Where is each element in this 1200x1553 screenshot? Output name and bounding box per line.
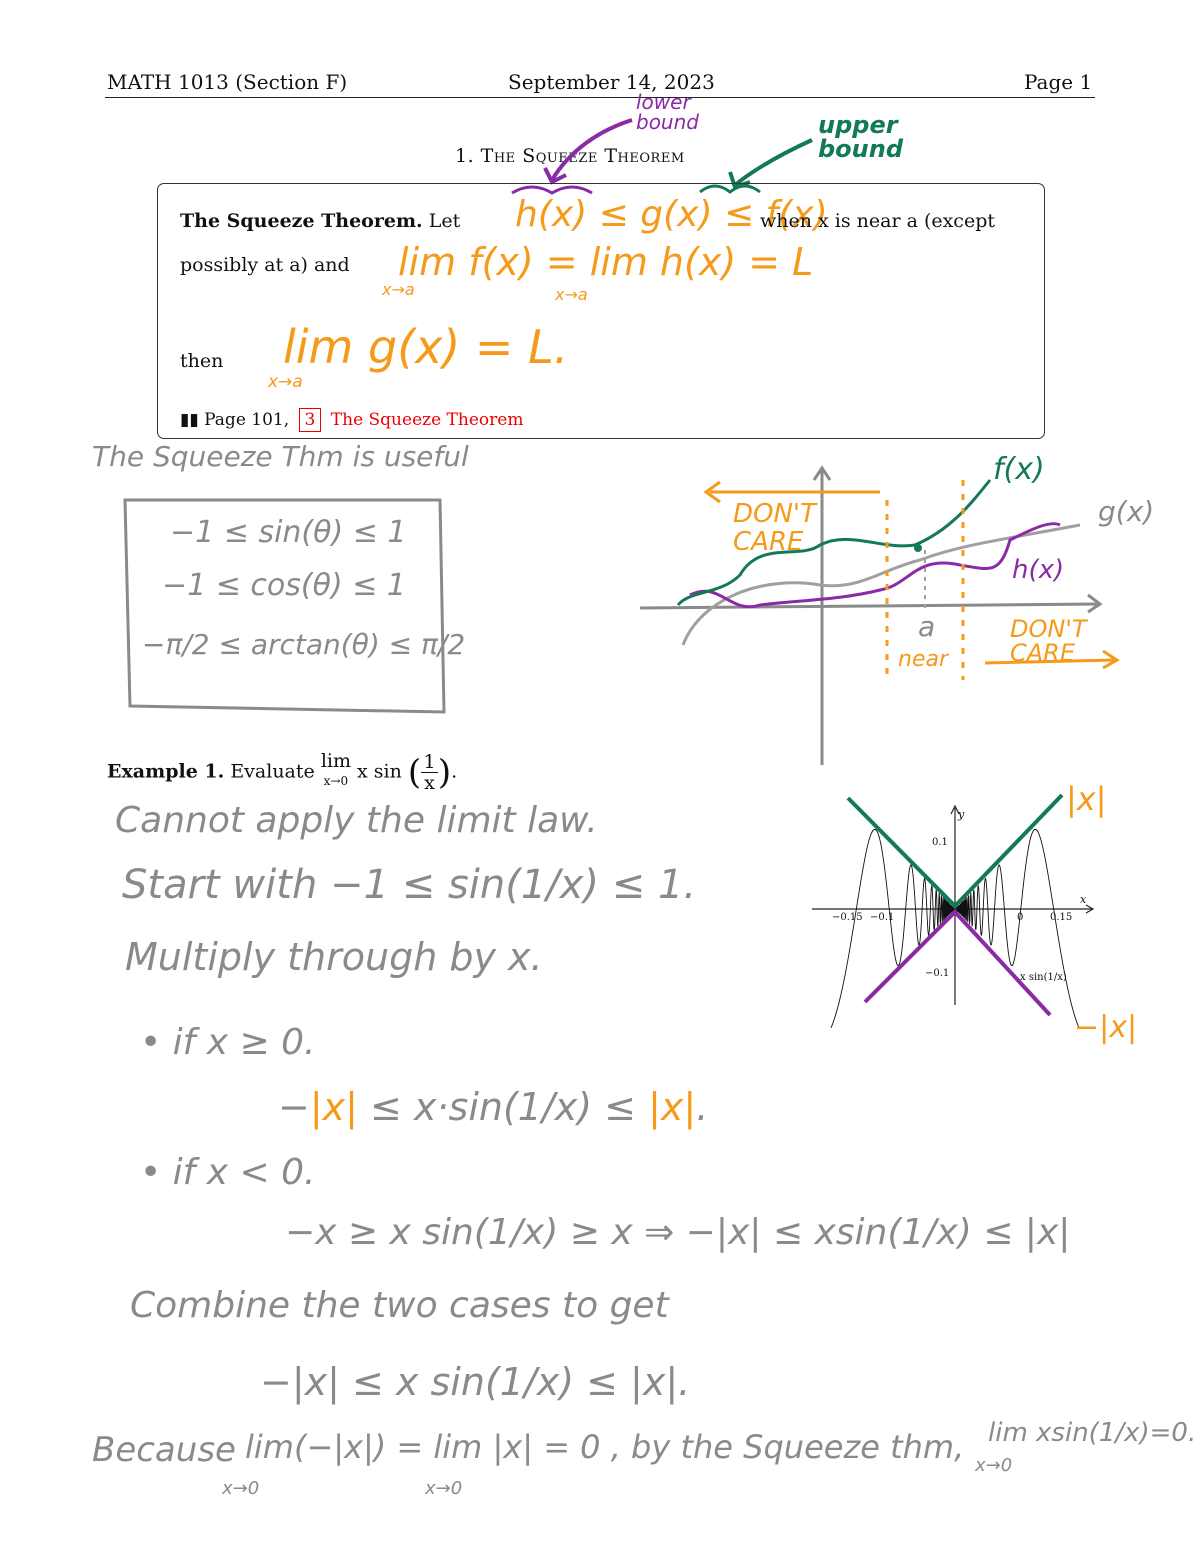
theorem-name: The Squeeze Theorem. (180, 210, 423, 232)
book-icon: ▮▮ (180, 410, 199, 430)
work-sub-2: x→0 (425, 1478, 463, 1499)
f-label: f(x) (993, 452, 1045, 487)
work-line-1: Cannot apply the limit law. (115, 800, 598, 841)
dont-care-left: DON'T CARE (733, 499, 816, 557)
graph-xtick-015: 0.15 (1050, 912, 1073, 923)
graph-xtick-0: 0 (1017, 912, 1024, 923)
example-statement: Example 1. Evaluate lim x→0 x $\sin (\frac{1}{x})$. (107, 750, 458, 794)
work-line-4: • if x ≥ 0. (140, 1022, 316, 1063)
header-page: Page 1 (1024, 70, 1093, 94)
theorem-conclusion-handwritten: lim g(x) = L. (283, 320, 569, 374)
graph-curve-label: x sin(1/x) (1020, 972, 1067, 983)
theorem-limits-handwritten: lim f(x) = lim h(x) = L (398, 240, 814, 284)
work-line-3: Multiply through by x. (125, 935, 543, 979)
work-line-5: −|x| ≤ x·sin(1/x) ≤ |x|. (278, 1085, 709, 1129)
g-label: g(x) (1098, 495, 1155, 528)
reference-link-number[interactable]: 3 (299, 408, 322, 432)
section-title: 1. The Squeeze Theorem (455, 145, 685, 167)
header-date: September 14, 2023 (508, 70, 715, 94)
graph-xtick-m015: −0.15 (832, 912, 863, 923)
useful-line-arctan: −π/2 ≤ arctan(θ) ≤ π/2 (142, 628, 466, 661)
header-course: MATH 1013 (Section F) (107, 70, 348, 94)
graph-xtick-m01: −0.1 (870, 912, 895, 923)
lim-sub-3: x→a (268, 372, 303, 392)
annotation-lower-bound: lower bound (636, 90, 699, 134)
work-sub-1: x→0 (222, 1478, 260, 1499)
theorem-let: Let (428, 210, 461, 232)
graph-neg-abs-x-label: −|x| (1074, 1010, 1138, 1045)
graph-x-axis-label: x (1080, 893, 1087, 906)
useful-line-cos: −1 ≤ cos(θ) ≤ 1 (162, 568, 406, 603)
a-label: a (918, 610, 936, 643)
work-line-9: −|x| ≤ x sin(1/x) ≤ |x|. (260, 1360, 691, 1404)
graph-y-axis-label: y (958, 808, 965, 821)
work-line-8: Combine the two cases to get (130, 1285, 669, 1326)
near-label: near (898, 647, 949, 672)
lim-sub-2: x→a (555, 285, 588, 304)
theorem-inequality-handwritten: h(x) ≤ g(x) ≤ f(x) (515, 194, 828, 235)
h-label: h(x) (1012, 555, 1065, 585)
work-sub-3: x→0 (975, 1455, 1013, 1476)
reference-prefix: Page 101, (204, 410, 290, 430)
useful-line-sin: −1 ≤ sin(θ) ≤ 1 (170, 515, 407, 550)
graph-ytick-01: 0.1 (932, 837, 948, 848)
theorem-near-text: when x is near a (except (760, 210, 995, 232)
work-line-7: −x ≥ x sin(1/x) ≥ x ⇒ −|x| ≤ xsin(1/x) ≤ |x| (285, 1212, 1071, 1253)
graph-abs-x-label: |x| (1066, 780, 1107, 818)
theorem-possibly: possibly at a) and (180, 254, 350, 276)
dont-care-right: DON'T CARE (1010, 615, 1087, 667)
example-label: Example 1. (107, 760, 225, 783)
work-line-10-limits: lim(−|x|) = lim |x| = 0 , by the Squeeze thm, (245, 1428, 965, 1466)
work-line-10-because: Because (92, 1430, 236, 1470)
theorem-then: then (180, 350, 224, 372)
work-line-6: • if x < 0. (140, 1152, 316, 1193)
lim-sub-1: x→a (382, 280, 415, 299)
useful-note-title: The Squeeze Thm is useful (92, 440, 469, 473)
work-line-2: Start with −1 ≤ sin(1/x) ≤ 1. (122, 862, 697, 908)
reference-link-title[interactable]: The Squeeze Theorem (330, 410, 524, 430)
work-line-10-result: lim xsin(1/x)=0. (988, 1418, 1197, 1448)
annotation-upper-bound: upper bound (818, 111, 904, 163)
graph-ytick-m01: −0.1 (925, 968, 950, 979)
